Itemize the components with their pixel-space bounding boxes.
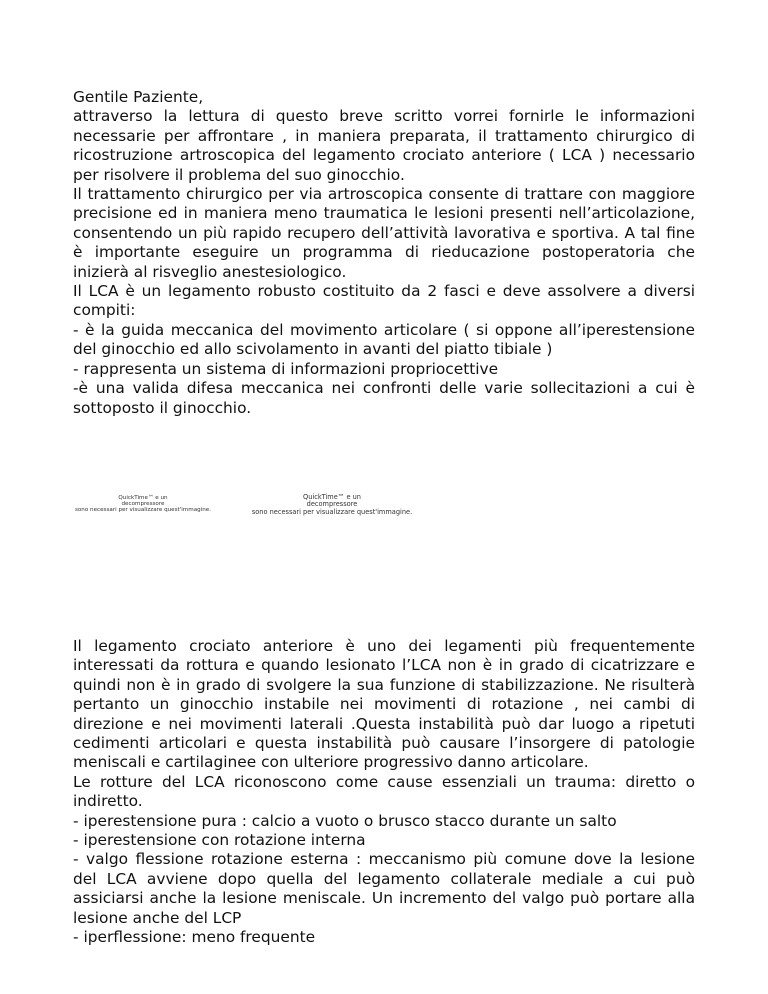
list-item: - iperestensione pura : calcio a vuoto o brusco stacco durante un salto — [73, 811, 617, 830]
placeholder-line: decompressore — [121, 501, 165, 508]
placeholder-line: sono necessari per visualizzare quest'immagine. — [74, 507, 212, 514]
greeting: Gentile Paziente, — [73, 88, 204, 106]
intro-paragraph: Il LCA è un legamento robusto costituito da 2 fasci e deve assolvere a diversi compiti: — [73, 282, 695, 320]
quicktime-image-placeholder-right — [236, 494, 428, 516]
list-item: - iperflessione: meno frequente — [73, 928, 316, 947]
intro-paragraph: Il trattamento chirurgico per via artroscopica consente di trattare con maggiore precisione ed in maniera meno traumatica le lesioni presenti nell’articolazione, consentendo un più rapido recupero dell’attività lavorativa e sportiva. A tal fine è importante eseguire un programma di rieducazione postoperatoria che inizierà al risveglio anestesiologico. — [73, 185, 695, 281]
list-item: - è la guida meccanica del movimento articolare ( si oppone all’iperestensione del ginocchio ed allo scivolamento in avanti del piatto tibiale ) — [73, 320, 695, 359]
list-item: - iperestensione con rotazione interna — [73, 831, 366, 850]
placeholder-line: decompressore — [306, 500, 358, 509]
list-item: -è una valida difesa meccanica nei confronti delle varie sollecitazioni a cui è sottoposto il ginocchio. — [73, 379, 695, 417]
placeholder-line: sono necessari per visualizzare quest'immagine. — [251, 507, 413, 516]
intro-section — [73, 88, 695, 418]
quicktime-image-placeholder-left — [57, 495, 229, 514]
list-item: - rappresenta un sistema di informazioni propriocettive — [73, 359, 499, 378]
body-section — [73, 637, 695, 948]
body-paragraph: Le rotture del LCA riconoscono come cause essenziali un trauma: diretto o indiretto. — [73, 772, 695, 811]
list-item: - valgo flessione rotazione esterna : meccanismo più comune dove la lesione del LCA avviene dopo quella del legamento collaterale mediale a cui può assiciarsi anche la lesione meniscale. Un incremento del valgo può portare alla lesione anche del LCP — [73, 850, 695, 927]
placeholder-line: QuickTime™ e un — [303, 493, 361, 501]
intro-paragraph: attraverso la lettura di questo breve scritto vorrei fornirle le informazioni necessarie per affrontare , in maniera preparata, il trattamento chirurgico di ricostruzione artroscopica del legamento crociato anteriore ( LCA ) necessario per risolvere il problema del suo ginocchio. — [73, 107, 695, 184]
placeholder-line: QuickTime™ e un — [118, 495, 168, 501]
body-paragraph: Il legamento crociato anteriore è uno dei legamenti più frequentemente interessati da rottura e quando lesionato l’LCA non è in grado di cicatrizzare e quindi non è in grado di svolgere la sua funzione di stabilizzazione. Ne risulterà pertanto un ginocchio instabile nei movimenti di rotazione , nei cambi di direzione e nei movimenti laterali .Questa instabilità può dar luogo a ripetuti cedimenti articolari e questa instabilità può causare l’insorgere di patologie meniscali e cartilaginee con ulteriore progressivo danno articolare. — [73, 637, 695, 772]
